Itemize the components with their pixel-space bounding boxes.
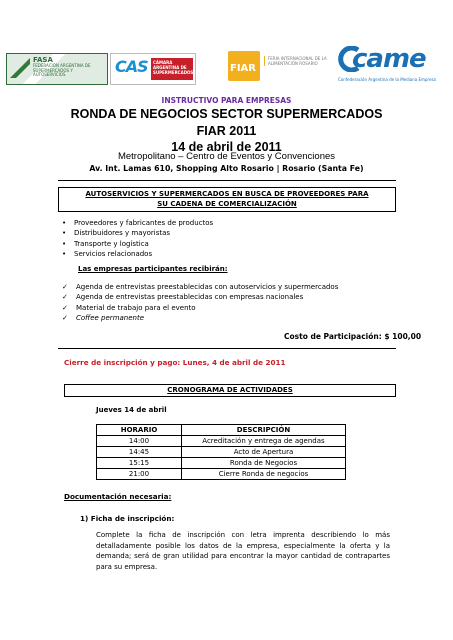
table-row: [97, 447, 346, 458]
deadline: Cierre de inscripción y pago: Lunes, 4 de abril de 2011: [64, 358, 286, 367]
list-item: ✓ Coffee permanente: [62, 314, 145, 323]
description-cell: Ronda de Negocios: [182, 458, 346, 469]
divider: [58, 180, 396, 181]
table-row: [97, 458, 346, 469]
table-row: [97, 469, 346, 480]
event-date: 14 de abril de 2011: [171, 140, 282, 154]
fiar-logo: [228, 51, 260, 81]
list-item: ✓ Material de trabajo para el evento: [62, 303, 196, 312]
instructivo-label: INSTRUCTIVO PARA EMPRESAS: [161, 96, 292, 105]
registration-instructions: Complete la ficha de inscripción con letra imprenta describiendo lo más detalladamente posible los datos de la empresa, especialmente la oferta y la demanda; será de gran utilidad para encontrar la mayor cantidad de contrapartes para su empresa.: [96, 531, 390, 571]
description-cell: Acreditación y entrega de agendas: [182, 436, 346, 447]
checkmark-icon: ✓: [62, 314, 68, 323]
cas-logo-name: CAS: [115, 57, 148, 76]
schedule-title-box: [64, 384, 396, 397]
schedule-day: Jueves 14 de abril: [96, 406, 167, 414]
description-cell: Acto de Apertura: [182, 447, 346, 458]
section-box: [58, 187, 396, 212]
bullet-icon: •: [62, 239, 67, 248]
section-box-line2: SU CADENA DE COMERCIALIZACIÓN: [157, 200, 297, 208]
section-box-line1: AUTOSERVICIOS Y SUPERMERCADOS EN BUSCA DE PROVEEDORES PARA: [85, 190, 369, 198]
list-item: • Transporte y logística: [62, 239, 149, 248]
fasa-logo-text: FEDERACIÓN ARGENTINA DE SUPERMERCADOS Y AUTOSERVICIOS: [33, 63, 91, 77]
list-item: • Proveedores y fabricantes de productos: [62, 219, 214, 227]
cas-logo-text: CÁMARA ARGENTINA DE SUPERMERCADOS: [153, 60, 194, 75]
came-logo: [338, 44, 438, 92]
table-row: [97, 436, 346, 447]
target-list: [62, 218, 213, 260]
event-name: FIAR 2011: [196, 124, 257, 138]
column-header: DESCRIPCIÓN: [182, 425, 346, 436]
participation-cost: Costo de Participación: $ 100,00: [284, 332, 422, 341]
bullet-icon: •: [62, 250, 67, 259]
divider: [58, 348, 396, 349]
came-logo-name: came: [352, 44, 426, 74]
list-item: ✓ Agenda de entrevistas preestablecidas con autoservicios y supermercados: [62, 283, 339, 291]
bullet-icon: •: [62, 229, 67, 238]
cas-logo: [110, 53, 196, 85]
checkmark-icon: ✓: [62, 303, 68, 312]
time-cell: 15:15: [97, 458, 182, 469]
checkmark-icon: ✓: [62, 293, 68, 302]
time-cell: 14:00: [97, 436, 182, 447]
venue: Metropolitano – Centro de Eventos y Convenciones: [117, 151, 336, 162]
address: Av. Int. Lamas 610, Shopping Alto Rosario | Rosario (Santa Fe): [89, 164, 364, 173]
documentation-heading: Documentación necesaria:: [64, 492, 172, 501]
fiar-logo-name: FIAR: [230, 63, 256, 74]
time-cell: 21:00: [97, 469, 182, 480]
description-cell: Cierre Ronda de negocios: [182, 469, 346, 480]
schedule-table: [96, 424, 346, 480]
fiar-logo-text: FERIA INTERNACIONAL DE LA ALIMENTACIÓN ROSARIO: [264, 56, 330, 66]
came-logo-subtitle: Confederación Argentina de la Mediana Empresa: [338, 77, 436, 82]
schedule-title: CRONOGRAMA DE ACTIVIDADES: [167, 386, 293, 394]
table-header-row: [97, 425, 346, 436]
benefits-heading: Las empresas participantes recibirán:: [78, 265, 228, 273]
checkmark-icon: ✓: [62, 283, 68, 291]
list-item: ✓ Agenda de entrevistas preestablecidas con empresas nacionales: [62, 293, 304, 302]
list-item: • Servicios relacionados: [62, 250, 153, 259]
bullet-icon: •: [62, 219, 67, 227]
time-cell: 14:45: [97, 447, 182, 458]
fasa-logo-name: FASA: [33, 56, 53, 64]
page-title: RONDA DE NEGOCIOS SECTOR SUPERMERCADOS: [70, 107, 383, 121]
fasa-logo: [6, 53, 108, 85]
column-header: HORARIO: [97, 425, 182, 436]
benefits-list: [62, 282, 338, 324]
list-item: • Distribuidores y mayoristas: [62, 229, 171, 238]
registration-form-item: 1) Ficha de inscripción:: [80, 514, 175, 523]
